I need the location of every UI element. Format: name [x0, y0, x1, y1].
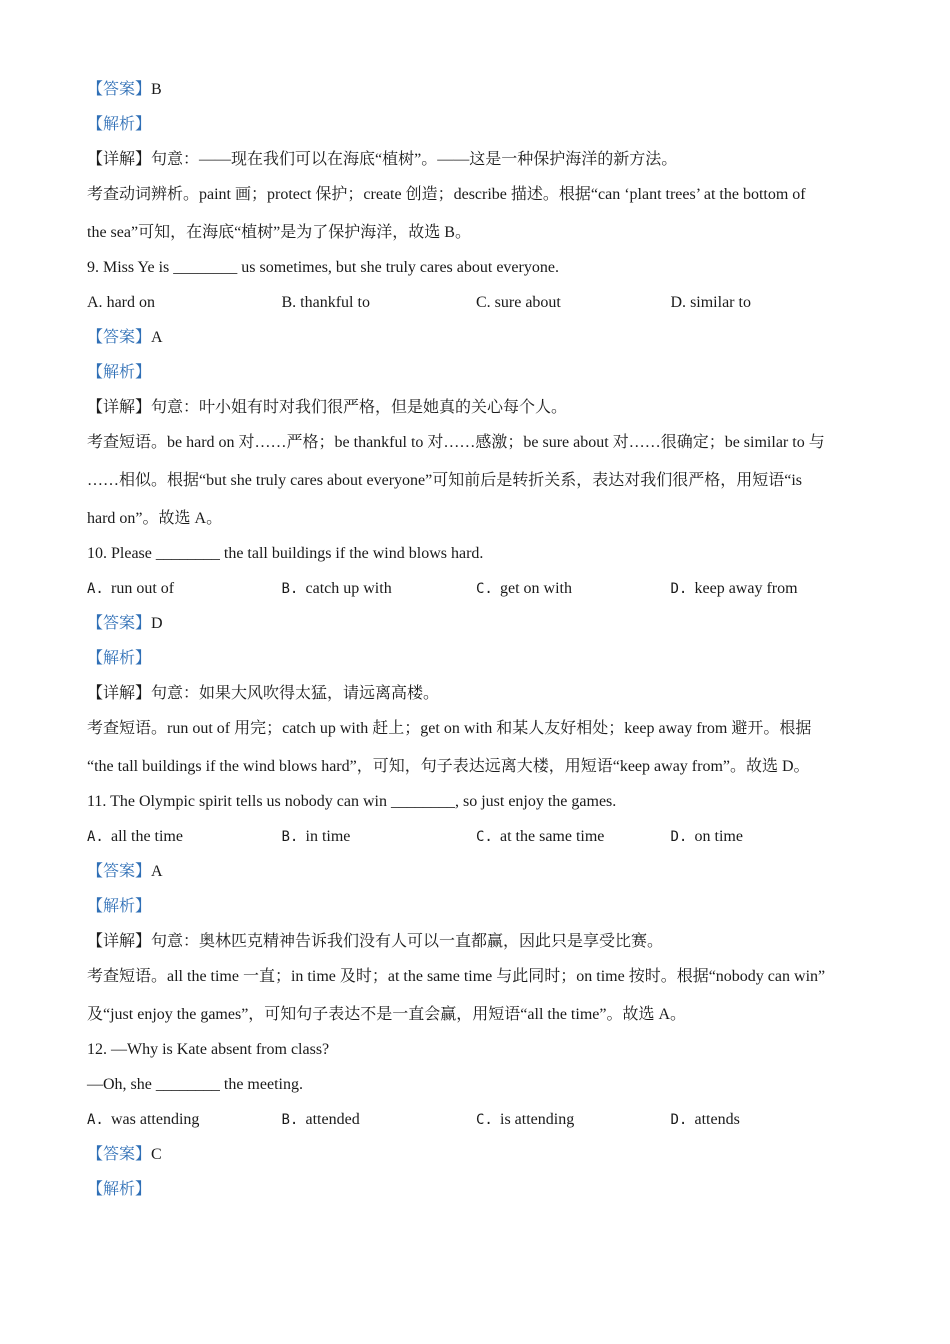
- option-letter: A.: [87, 581, 104, 597]
- analysis-tag: 【解析】: [87, 364, 152, 381]
- option-text: similar to: [690, 294, 751, 311]
- explanation-line: ……相似。根据“but she truly cares about everyone”可知前后是转折关系，表达对我们很严格，用短语“is: [87, 472, 803, 489]
- option-d: [671, 291, 866, 315]
- answer-tag: 【答案】: [87, 1146, 152, 1163]
- answer-line: [87, 78, 867, 102]
- option-letter: D.: [670, 829, 688, 845]
- detail-tag: 【详解】: [87, 399, 152, 416]
- question-stem: 9. Miss Ye is ________ us sometimes, but she truly cares about everyone.: [87, 259, 559, 276]
- answer-line: [87, 1143, 867, 1167]
- question-stem: —Oh, she ________ the meeting.: [87, 1076, 303, 1093]
- detail-line: [87, 396, 867, 420]
- analysis-tag: 【解析】: [87, 650, 152, 667]
- explanation-line: “the tall buildings if the wind blows hard”，可知，句子表达远离大楼，用短语“keep away from”。故选 D。: [87, 758, 810, 775]
- answer-value: C: [151, 1146, 162, 1163]
- analysis-tag: 【解析】: [87, 1181, 152, 1198]
- detail-tag: 【详解】: [87, 685, 152, 702]
- option-d: [671, 1108, 866, 1132]
- option-letter: A.: [87, 829, 104, 845]
- detail-text: 句意：——现在我们可以在海底“植树”。——这是一种保护海洋的新方法。: [151, 151, 678, 168]
- option-a: [87, 577, 282, 601]
- option-letter: D.: [670, 581, 688, 597]
- answer-tag: 【答案】: [87, 81, 152, 98]
- detail-tag: 【详解】: [87, 151, 152, 168]
- option-a: [87, 825, 282, 849]
- detail-tag: 【详解】: [87, 933, 152, 950]
- options-row: [87, 1108, 867, 1132]
- answer-line: [87, 860, 867, 884]
- option-letter: C.: [476, 829, 493, 845]
- question-stem: 10. Please ________ the tall buildings if the wind blows hard.: [87, 545, 484, 562]
- option-text: in time: [305, 828, 351, 845]
- detail-line: [87, 148, 867, 172]
- explanation-line: the sea”可知，在海底“植树”是为了保护海洋，故选 B。: [87, 224, 471, 241]
- option-text: all the time: [111, 828, 183, 845]
- option-b: [282, 291, 477, 315]
- option-c: [476, 1108, 671, 1132]
- option-letter: C.: [476, 1112, 493, 1128]
- explanation-line: 考查短语。all the time 一直；in time 及时；at the same time 与此同时；on time 按时。根据“nobody can win”: [87, 968, 826, 985]
- option-text: keep away from: [694, 580, 798, 597]
- document-page: [87, 78, 867, 1202]
- explanation-line: 考查短语。be hard on 对……严格；be thankful to 对……感激；be sure about 对……很确定；be similar to 与: [87, 434, 825, 451]
- option-letter: D.: [670, 294, 687, 311]
- option-text: is attending: [500, 1111, 575, 1128]
- option-d: [671, 825, 866, 849]
- answer-value: B: [151, 81, 162, 98]
- detail-text: 句意：叶小姐有时对我们很严格，但是她真的关心每个人。: [151, 399, 568, 416]
- option-text: attended: [305, 1111, 360, 1128]
- option-c: [476, 291, 671, 315]
- answer-tag: 【答案】: [87, 615, 152, 632]
- option-c: [476, 577, 671, 601]
- option-a: [87, 291, 282, 315]
- analysis-tag: 【解析】: [87, 898, 152, 915]
- option-b: [282, 1108, 477, 1132]
- question-stem: 11. The Olympic spirit tells us nobody can win ________, so just enjoy the games.: [87, 793, 617, 810]
- detail-text: 句意：奥林匹克精神告诉我们没有人可以一直都赢，因此只是享受比赛。: [151, 933, 664, 950]
- option-b: [282, 825, 477, 849]
- analysis-heading: [87, 895, 867, 919]
- explanation-line: hard on”。故选 A。: [87, 510, 223, 527]
- explanation-line: 考查动词辨析。paint 画；protect 保护；create 创造；describe 描述。根据“can ‘plant trees’ at the bottom of: [87, 186, 806, 203]
- option-letter: C.: [476, 294, 491, 311]
- answer-value: D: [151, 615, 163, 632]
- option-letter: B.: [281, 581, 299, 597]
- option-letter: B.: [281, 1112, 299, 1128]
- option-text: sure about: [494, 294, 561, 311]
- answer-value: A: [151, 863, 163, 880]
- detail-text: 句意：如果大风吹得太猛，请远离高楼。: [151, 685, 440, 702]
- analysis-tag: 【解析】: [87, 116, 152, 133]
- options-row: [87, 291, 867, 315]
- explanation-line: 考查短语。run out of 用完；catch up with 赶上；get on with 和某人友好相处；keep away from 避开。根据: [87, 720, 812, 737]
- option-text: catch up with: [305, 580, 392, 597]
- option-text: attends: [694, 1111, 740, 1128]
- analysis-heading: [87, 361, 867, 385]
- option-text: at the same time: [500, 828, 605, 845]
- answer-tag: 【答案】: [87, 329, 152, 346]
- analysis-heading: [87, 1178, 867, 1202]
- options-row: [87, 825, 867, 849]
- detail-line: [87, 682, 867, 706]
- option-letter: A.: [87, 294, 103, 311]
- detail-line: [87, 930, 867, 954]
- option-text: thankful to: [300, 294, 370, 311]
- option-letter: B.: [281, 294, 297, 311]
- option-text: hard on: [106, 294, 155, 311]
- option-a: [87, 1108, 282, 1132]
- option-text: get on with: [500, 580, 572, 597]
- answer-line: [87, 326, 867, 350]
- question-stem: 12. —Why is Kate absent from class?: [87, 1041, 330, 1058]
- analysis-heading: [87, 647, 867, 671]
- option-c: [476, 825, 671, 849]
- option-letter: B.: [281, 829, 299, 845]
- option-letter: D.: [670, 1112, 688, 1128]
- option-d: [671, 577, 866, 601]
- option-b: [282, 577, 477, 601]
- option-text: run out of: [111, 580, 175, 597]
- answer-tag: 【答案】: [87, 863, 152, 880]
- explanation-line: 及“just enjoy the games”，可知句子表达不是一直会赢，用短语“all the time”。故选 A。: [87, 1006, 687, 1023]
- options-row: [87, 577, 867, 601]
- answer-line: [87, 612, 867, 636]
- answer-value: A: [151, 329, 163, 346]
- option-letter: A.: [87, 1112, 104, 1128]
- analysis-heading: [87, 113, 867, 137]
- option-text: on time: [694, 828, 743, 845]
- option-text: was attending: [111, 1111, 200, 1128]
- option-letter: C.: [476, 581, 493, 597]
